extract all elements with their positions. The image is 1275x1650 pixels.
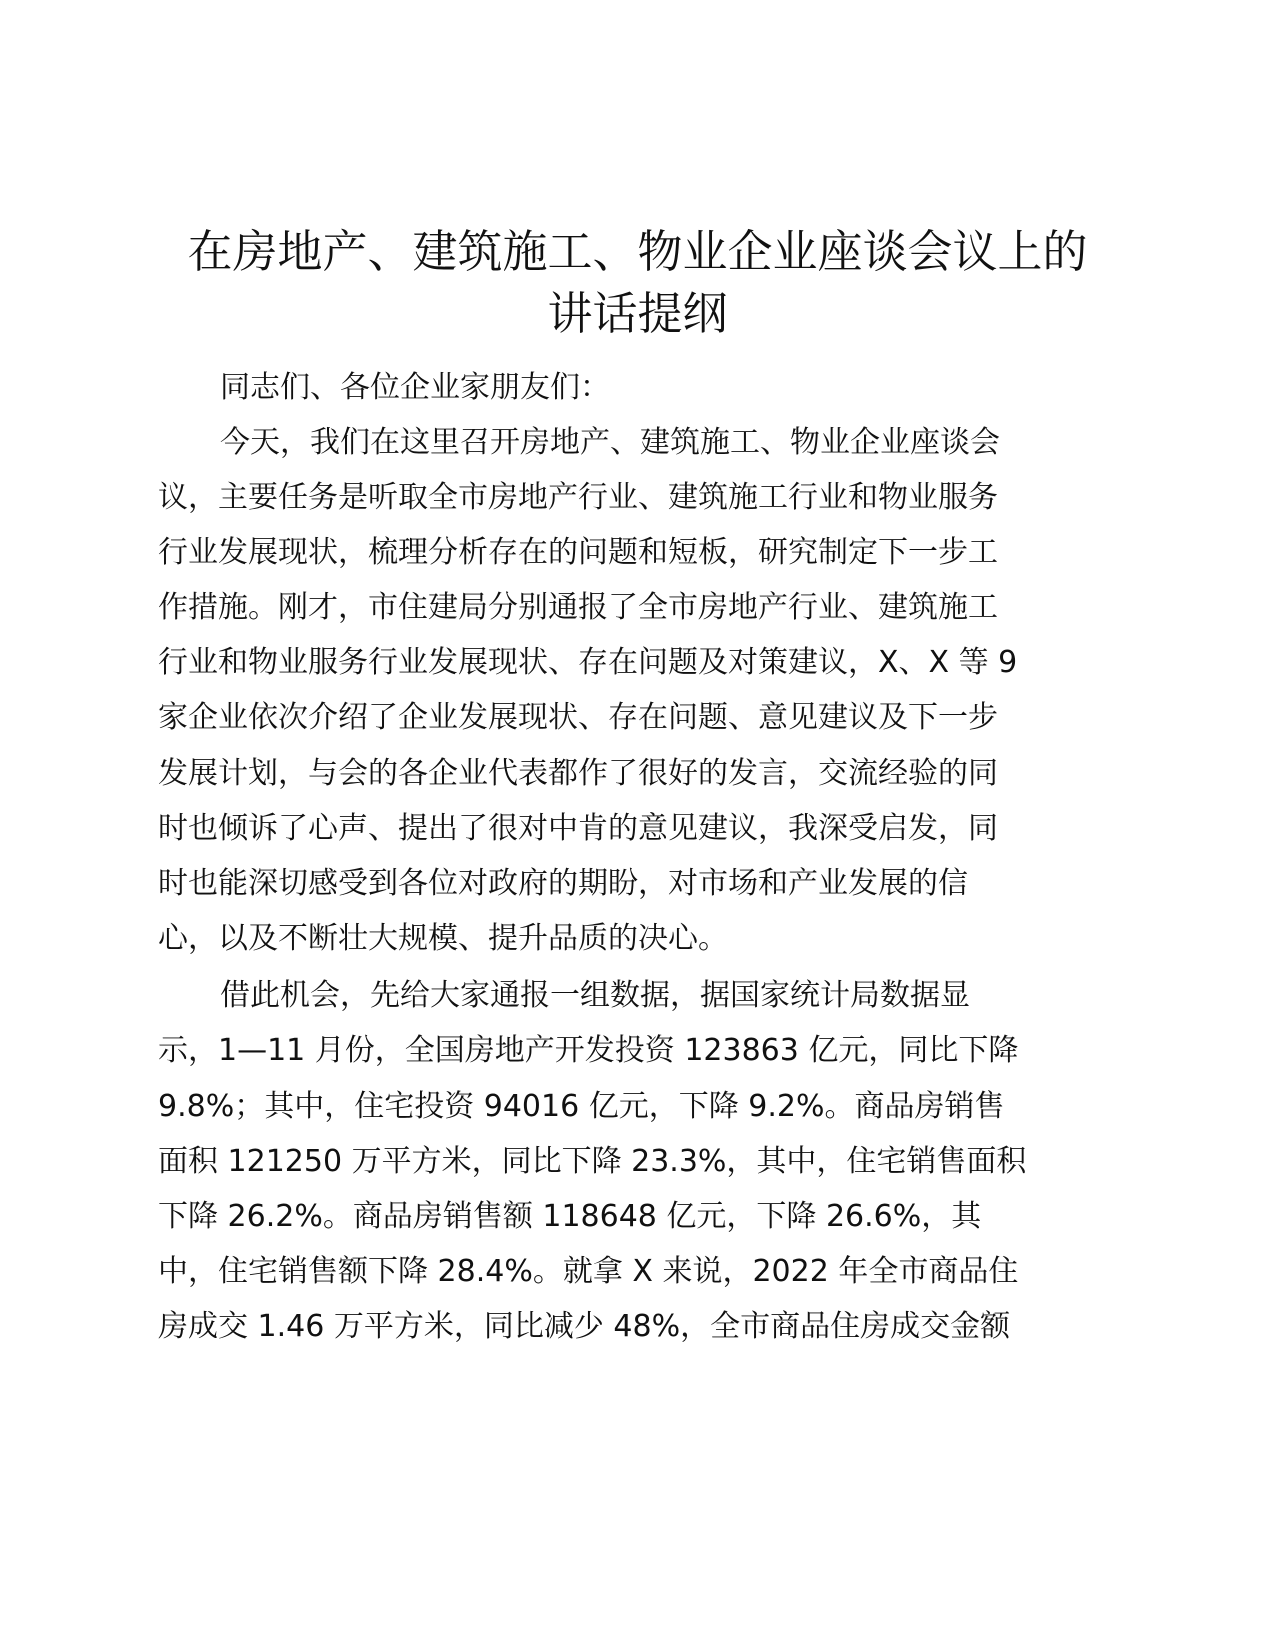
document-title-line-1: 在房地产、建筑施工、物业企业座谈会议上的	[187, 225, 1088, 278]
salutation-line: 同志们、各位企业家朋友们：	[220, 370, 610, 405]
body-line: 今天，我们在这里召开房地产、建筑施工、物业企业座谈会	[220, 425, 1000, 460]
body-line: 中，住宅销售额下降 28.4%。就拿 X 来说，2022 年全市商品住	[158, 1254, 1019, 1289]
body-line: 时也倾诉了心声、提出了很对中肯的意见建议，我深受启发，同	[158, 811, 998, 846]
body-line: 示，1—11 月份，全国房地产开发投资 123863 亿元，同比下降	[158, 1033, 1019, 1068]
body-line: 心，以及不断壮大规模、提升品质的决心。	[158, 921, 728, 956]
body-line: 家企业依次介绍了企业发展现状、存在问题、意见建议及下一步	[158, 700, 998, 735]
body-line: 议，主要任务是听取全市房地产行业、建筑施工行业和物业服务	[158, 480, 998, 515]
body-line: 作措施。刚才，市住建局分别通报了全市房地产行业、建筑施工	[158, 590, 998, 625]
body-line: 发展计划，与会的各企业代表都作了很好的发言，交流经验的同	[158, 756, 998, 791]
body-line: 借此机会，先给大家通报一组数据，据国家统计局数据显	[220, 978, 970, 1013]
body-line: 9.8%；其中，住宅投资 94016 亿元，下降 9.2%。商品房销售	[158, 1089, 1005, 1124]
body-line: 行业和物业服务行业发展现状、存在问题及对策建议，X、X 等 9	[158, 645, 1018, 680]
body-line: 行业发展现状，梳理分析存在的问题和短板，研究制定下一步工	[158, 535, 998, 570]
body-line: 下降 26.2%。商品房销售额 118648 亿元，下降 26.6%，其	[158, 1199, 982, 1234]
body-line: 面积 121250 万平方米，同比下降 23.3%，其中，住宅销售面积	[158, 1144, 1027, 1179]
document-title-line-2: 讲话提纲	[547, 287, 728, 340]
body-line: 时也能深切感受到各位对政府的期盼，对市场和产业发展的信	[158, 866, 968, 901]
body-line: 房成交 1.46 万平方米，同比减少 48%，全市商品住房成交金额	[158, 1309, 1011, 1344]
